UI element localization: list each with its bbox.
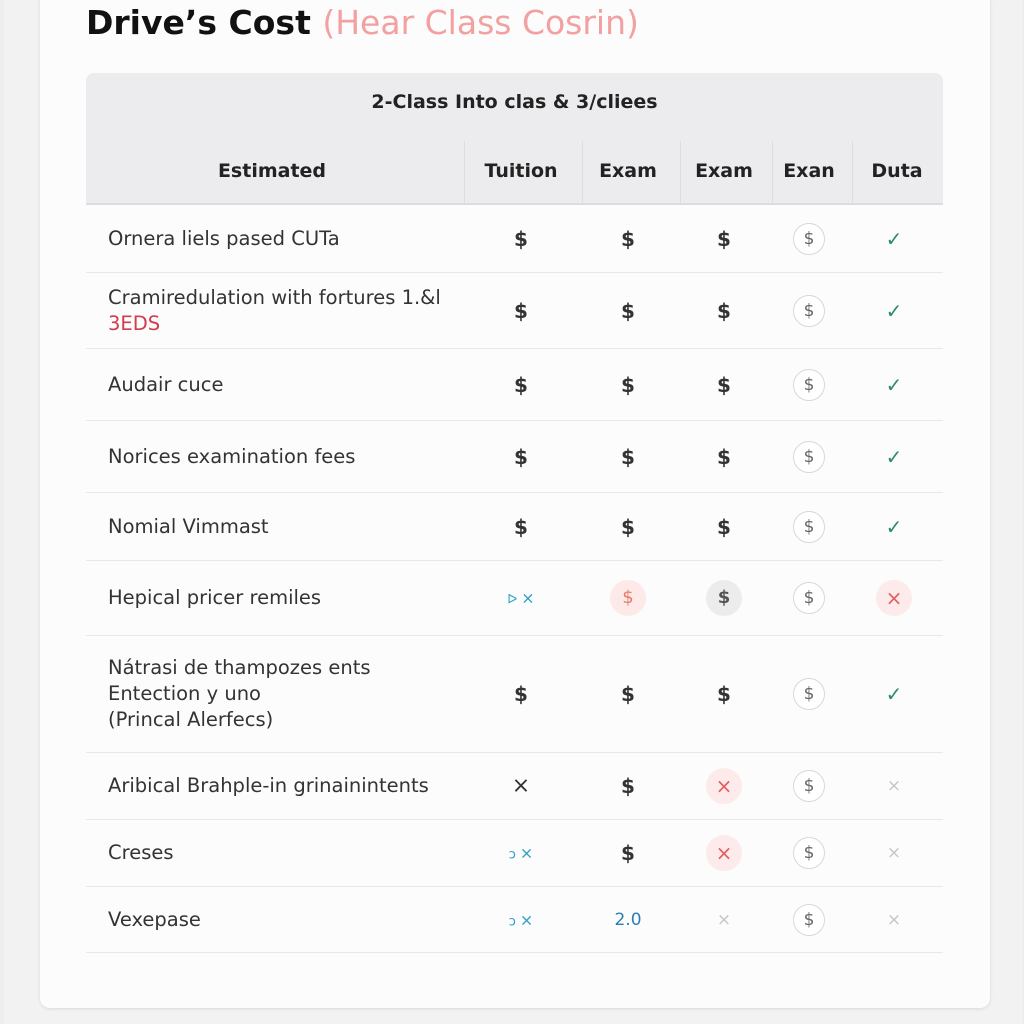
row-label-text: Creses	[108, 841, 174, 864]
table-row	[86, 349, 943, 421]
dollar-icon: $	[793, 837, 825, 869]
dollar-icon: $	[717, 226, 731, 251]
dollar-icon: $	[793, 770, 825, 802]
cross-icon: ×	[706, 835, 742, 871]
row-label-text: Ornera liels pased CUTa	[108, 226, 340, 250]
column-divider	[852, 141, 853, 203]
table-row	[86, 205, 943, 273]
dollar-icon: $	[793, 904, 825, 936]
dollar-icon: $	[717, 444, 731, 469]
dollar-icon: $	[514, 372, 528, 397]
table-row	[86, 273, 943, 349]
dollar-icon: $	[793, 678, 825, 710]
check-icon: ✓	[885, 514, 903, 539]
table-header	[86, 73, 943, 205]
cross-icon	[509, 844, 534, 863]
dollar-icon: $	[717, 682, 731, 706]
cross-icon	[509, 910, 534, 929]
dollar-icon: $	[717, 298, 731, 323]
column-header: Tuition	[484, 160, 558, 182]
column-divider	[680, 141, 681, 203]
column-header: Duta	[871, 160, 923, 182]
arrow-icon: ᐅ	[507, 592, 518, 608]
table-row	[86, 753, 943, 820]
dollar-icon: $	[514, 444, 528, 469]
cross-icon: ×	[886, 843, 902, 863]
dollar-icon: $	[621, 372, 635, 397]
row-label	[108, 655, 458, 733]
row-label	[108, 514, 458, 540]
table-caption: 2-Class Into clas & 3/cliees	[371, 91, 658, 113]
cost-table	[86, 73, 943, 953]
dollar-icon: $	[610, 580, 646, 616]
dollar-icon: $	[514, 226, 528, 251]
table-row	[86, 493, 943, 561]
cross-glyph: ×	[519, 843, 534, 863]
row-label	[108, 285, 458, 337]
row-label-text: Nátrasi de thampozes ents Entection y uno (Princal Alerfecs)	[108, 656, 371, 731]
dollar-icon: $	[793, 223, 825, 255]
row-label	[108, 372, 458, 398]
row-label-text: Hepical pricer remiles	[108, 586, 322, 609]
dollar-icon: $	[621, 444, 635, 469]
cross-icon	[507, 589, 534, 608]
dollar-icon: $	[621, 514, 635, 539]
row-label-text: Audair cuce	[108, 372, 224, 396]
cross-icon: ×	[886, 909, 902, 930]
cross-glyph: ×	[519, 910, 534, 929]
column-header: Exam	[695, 160, 753, 182]
row-label	[108, 226, 458, 252]
column-header: Exan	[783, 160, 835, 182]
cross-icon: ×	[886, 776, 902, 796]
table-row	[86, 820, 943, 887]
dollar-icon: $	[514, 298, 528, 323]
table-row	[86, 887, 943, 953]
dollar-icon: $	[621, 682, 635, 706]
row-label	[108, 907, 458, 933]
dollar-icon: $	[793, 582, 825, 614]
dollar-icon: $	[717, 372, 731, 397]
dollar-icon: $	[621, 226, 635, 251]
check-icon: ✓	[885, 298, 903, 323]
cross-glyph: ×	[521, 588, 535, 608]
column-header: Exam	[599, 160, 657, 182]
dollar-icon: $	[706, 580, 742, 616]
row-label-accent: 3EDS	[108, 311, 161, 335]
cell-number: 2.0	[614, 909, 642, 930]
dollar-icon: $	[793, 295, 825, 327]
dollar-icon: $	[717, 514, 731, 539]
row-label-text: Cramiredulation with fortures 1.&l	[108, 285, 441, 309]
cross-icon: ×	[876, 580, 912, 616]
dollar-icon: $	[621, 841, 635, 865]
check-icon: ✓	[885, 372, 903, 397]
column-header: Estimated	[217, 160, 327, 182]
dollar-icon: $	[514, 514, 528, 539]
row-label	[108, 773, 458, 799]
column-headers	[86, 135, 943, 203]
page-title-main: Drive’s Cost	[86, 3, 311, 42]
cross-icon: ×	[716, 909, 732, 930]
cross-icon: ×	[511, 773, 531, 799]
page-title	[86, 0, 639, 48]
check-icon: ✓	[885, 682, 903, 706]
table-row	[86, 561, 943, 636]
row-label-text: Vexepase	[108, 907, 201, 931]
dollar-icon: $	[793, 441, 825, 473]
dollar-icon: $	[793, 369, 825, 401]
arrow-icon: ↄ	[508, 847, 516, 863]
arrow-icon: ↄ	[508, 914, 516, 929]
cross-icon: ×	[706, 768, 742, 804]
row-label	[108, 444, 458, 470]
table-row	[86, 421, 943, 493]
row-label	[108, 840, 458, 866]
dollar-icon: $	[621, 774, 635, 798]
row-label-text: Nomial Vimmast	[108, 514, 269, 538]
column-divider	[582, 141, 583, 203]
column-divider	[772, 141, 773, 203]
dollar-icon: $	[793, 511, 825, 543]
row-label-text: Norices examination fees	[108, 444, 356, 468]
check-icon: ✓	[885, 226, 903, 251]
column-divider	[464, 141, 465, 203]
dollar-icon: $	[621, 298, 635, 323]
row-label-text: Aribical Brahple-in grinainintents	[108, 774, 429, 797]
page-title-subtitle: (Hear Class Cosrin)	[322, 3, 639, 42]
row-label	[108, 585, 458, 611]
dollar-icon: $	[514, 682, 528, 706]
table-row	[86, 636, 943, 753]
check-icon: ✓	[885, 444, 903, 469]
table-body	[86, 205, 943, 953]
